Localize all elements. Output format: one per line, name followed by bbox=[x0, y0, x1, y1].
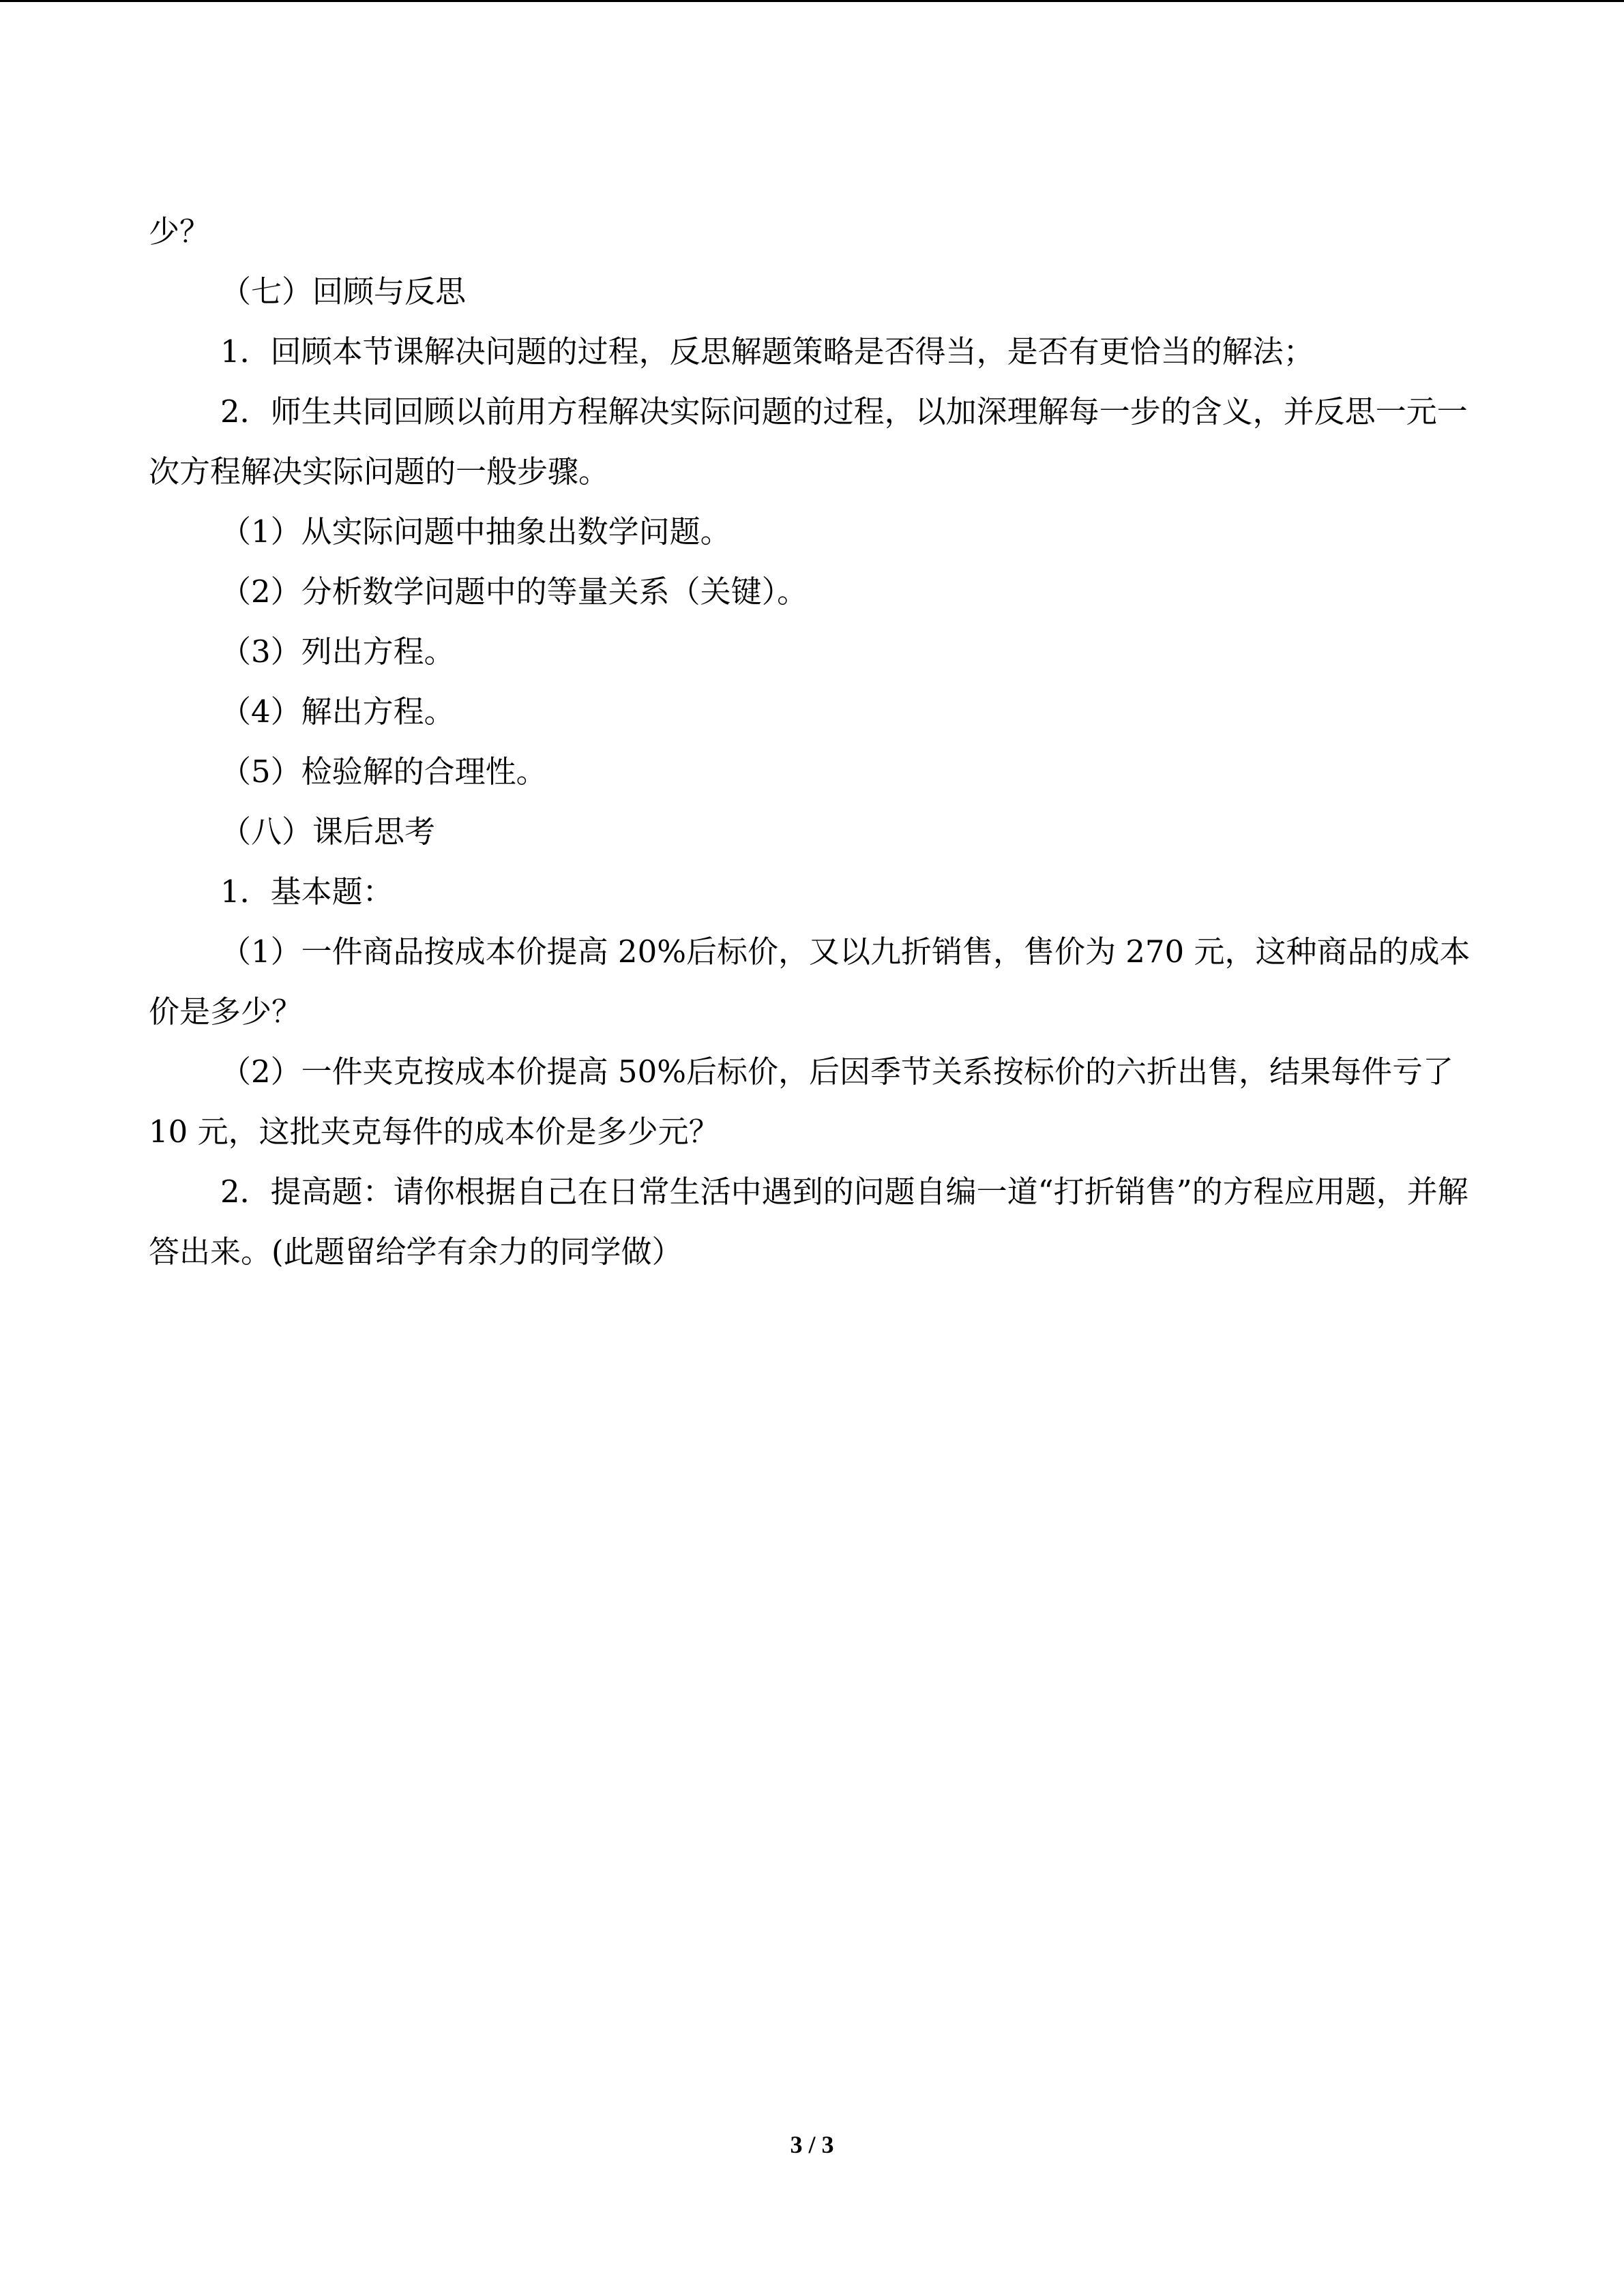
step-item-5: （5）检验解的合理性。 bbox=[220, 754, 547, 790]
top-border-line bbox=[0, 0, 1624, 2]
basic-question-2: （2）一件夹克按成本价提高 50%后标价，后因季节关系按标价的六折出售，结果每件亏了 10 元，这批夹克每件的成本价是多少元？ bbox=[149, 1054, 1453, 1150]
basic-question-1: （1）一件商品按成本价提高 20%后标价，又以九折销售，售价为 270 元，这种商品的成本价是多少？ bbox=[149, 934, 1471, 1030]
advanced-question: 2．提高题：请你根据自己在日常生活中遇到的问题自编一道“打折销售”的方程应用题，并解答出来。(此题留给学有余力的同学做） bbox=[149, 1174, 1468, 1270]
paragraph-review-2: 2．师生共同回顾以前用方程解决实际问题的过程，以加深理解每一步的含义，并反思一元一次方程解决实际问题的一般步骤。 bbox=[149, 393, 1468, 490]
step-item-3: （3）列出方程。 bbox=[220, 633, 455, 670]
step-item-4: （4）解出方程。 bbox=[220, 694, 455, 730]
paragraph-continuation: 少？ bbox=[149, 213, 211, 250]
paragraph-review-1: 1．回顾本节课解决问题的过程，反思解题策略是否得当，是否有更恰当的解法； bbox=[220, 333, 1314, 370]
step-item-2: （2）分析数学问题中的等量关系（关键）。 bbox=[220, 573, 808, 610]
step-item-1: （1）从实际问题中抽象出数学问题。 bbox=[220, 513, 731, 550]
section-heading-homework: （八）课后思考 bbox=[220, 814, 436, 850]
section-heading-review: （七）回顾与反思 bbox=[220, 273, 467, 310]
document-body bbox=[149, 202, 1479, 1282]
page-number: 3 / 3 bbox=[790, 2131, 834, 2158]
basic-questions-heading: 1．基本题： bbox=[220, 874, 394, 910]
